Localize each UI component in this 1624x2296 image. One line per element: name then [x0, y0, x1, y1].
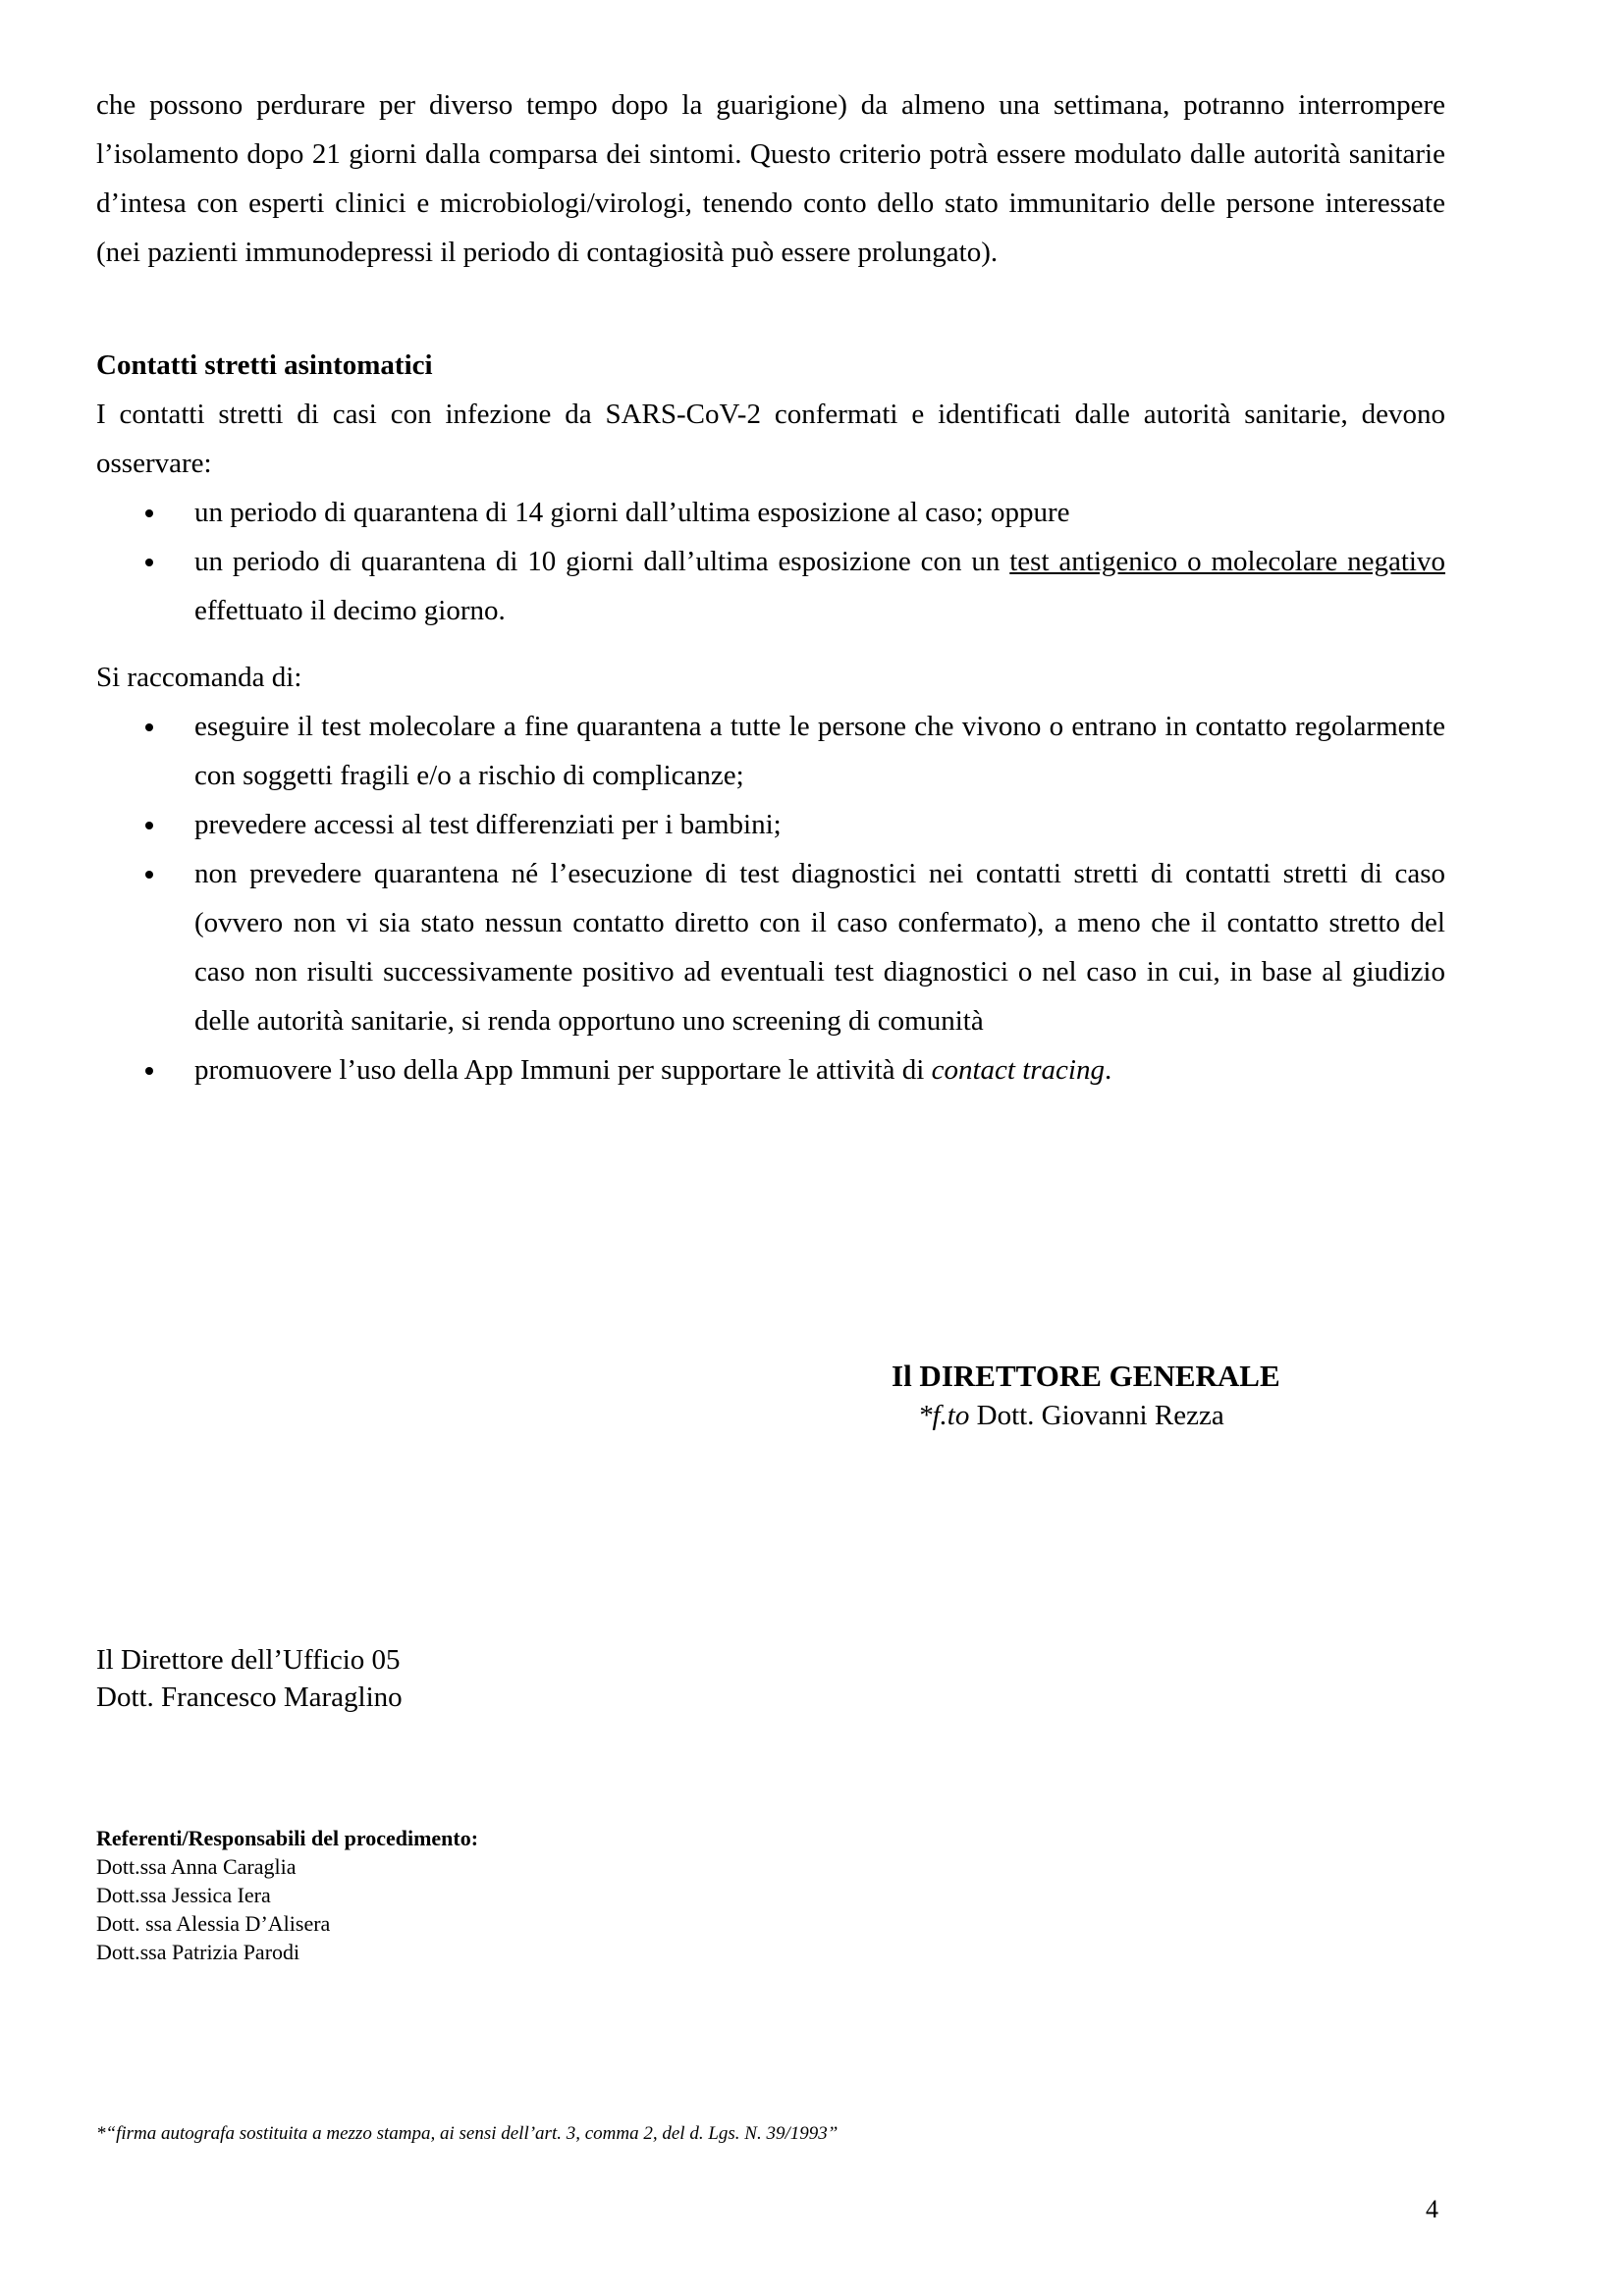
signature-prefix: *f.to [918, 1400, 970, 1431]
list-item-text: eseguire il test molecolare a fine quarantena a tutte le persone che vivono o entrano in contatto regolarmente con soggetti fragili e/o a rischio di complicanze; [194, 711, 1445, 791]
list-item-text: un periodo di quarantena di 14 giorni dall’ultima esposizione al caso; oppure [194, 497, 1070, 528]
bullet-icon [145, 509, 153, 517]
office-person: Dott. Francesco Maraglino [96, 1682, 403, 1713]
section-paragraph: I contatti stretti di casi con infezione da SARS-CoV-2 confermati e identificati dalle autorità sanitarie, devono osservare: [96, 399, 1445, 479]
referent-name: Dott.ssa Jessica Iera [96, 1883, 271, 1907]
italic-text: contact tracing [931, 1054, 1105, 1086]
bullet-icon [145, 723, 153, 731]
bullet-icon [145, 871, 153, 879]
office-block [96, 1641, 403, 1716]
referent-name: Dott.ssa Anna Caraglia [96, 1854, 297, 1879]
referent-name: Dott. ssa Alessia D’Alisera [96, 1911, 331, 1936]
bullet-icon [145, 1067, 153, 1075]
list-item [96, 800, 1445, 849]
referent-name: Dott.ssa Patrizia Parodi [96, 1940, 300, 1964]
bullet-icon [145, 822, 153, 829]
referents-heading: Referenti/Responsabili del procedimento: [96, 1826, 479, 1850]
signature-name [918, 1396, 1224, 1435]
list-item-text: effettuato il decimo giorno. [194, 595, 506, 626]
recommend-list [96, 702, 1445, 1095]
list-item-text: prevedere accessi al test differenziati per i bambini; [194, 809, 782, 840]
referents-block [96, 1824, 478, 1966]
list-item [96, 702, 1445, 800]
list-item [96, 488, 1445, 537]
list-item-text: un periodo di quarantena di 10 giorni dall’ultima esposizione con un [194, 546, 1010, 577]
signature-title: Il DIRETTORE GENERALE [892, 1359, 1280, 1393]
section-heading: Contatti stretti asintomatici [96, 349, 433, 381]
underlined-text: test antigenico o molecolare negativo [1009, 546, 1445, 577]
intro-paragraph: che possono perdurare per diverso tempo dopo la guarigione) da almeno una settimana, potranno interrompere l’isolamento dopo 21 giorni dalla comparsa dei sintomi. Questo criterio potrà essere modulato dalle autorità sanitarie d’intesa con esperti clinici e microbiologi/virologi, tenendo conto dello stato immunitario delle persone interessate (nei pazienti immunodepressi il periodo di contagiosità può essere prolungato). [96, 89, 1445, 268]
list-item-text: . [1104, 1054, 1112, 1086]
list-item-text: non prevedere quarantena né l’esecuzione di test diagnostici nei contatti stretti di contatti stretti di caso (ovvero non vi sia stato nessun contatto diretto con il caso confermato), a meno che il contatto stretto del caso non risulti successivamente positivo ad eventuali test diagnostici o nel caso in cui, in base al giudizio delle autorità sanitarie, si renda opportuno uno screening di comunità [194, 858, 1445, 1037]
signature-person: Dott. Giovanni Rezza [969, 1400, 1224, 1431]
list-item [96, 537, 1445, 635]
list-item [96, 849, 1445, 1045]
recommend-intro: Si raccomanda di: [96, 662, 302, 693]
office-title: Il Direttore dell’Ufficio 05 [96, 1644, 401, 1676]
list-item-text: promuovere l’uso della App Immuni per supportare le attività di [194, 1054, 932, 1086]
footnote: *“firma autografa sostituita a mezzo stampa, ai sensi dell’art. 3, comma 2, del d. Lgs. N. 39/1993” [96, 2123, 839, 2144]
bullet-icon [145, 559, 153, 566]
page-number: 4 [1426, 2195, 1438, 2223]
list-item [96, 1045, 1445, 1095]
quarantine-list [96, 488, 1445, 635]
